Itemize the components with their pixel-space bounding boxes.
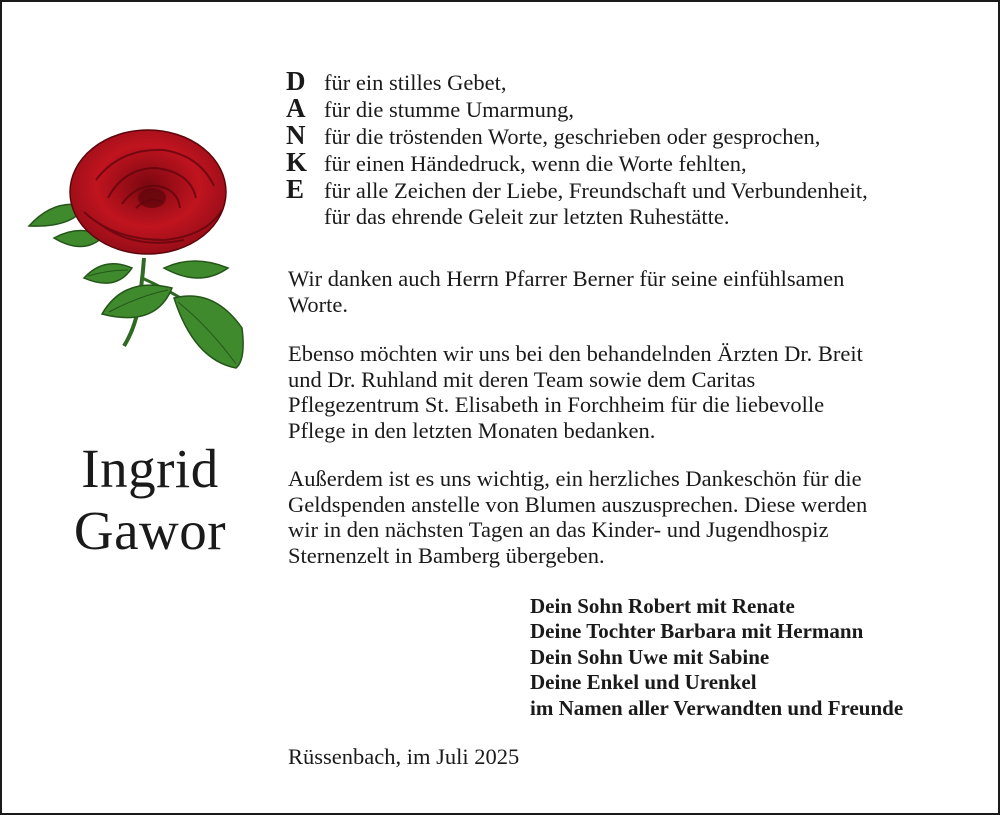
acrostic-letter: E xyxy=(286,174,305,204)
danke-row xyxy=(286,149,868,176)
rose-illustration xyxy=(24,128,246,370)
paragraph-line: Worte. xyxy=(288,291,349,317)
danke-row xyxy=(286,203,868,230)
paragraph-line: Geldspenden anstelle von Blumen auszusprechen. Diese werden xyxy=(288,491,868,517)
danke-row xyxy=(286,95,868,122)
danke-row xyxy=(286,68,868,95)
paragraph-line: Pflege in den letzten Monaten bedanken. xyxy=(288,417,656,443)
acrostic-line: für ein stilles Gebet, xyxy=(324,70,507,95)
danke-row xyxy=(286,122,868,149)
last-name: Gawor xyxy=(73,500,227,561)
acrostic-line: für die tröstenden Worte, geschrieben oder gesprochen, xyxy=(324,124,821,149)
danke-row xyxy=(286,176,868,203)
acrostic-letter: K xyxy=(286,147,308,177)
paragraph-line: Außerdem ist es uns wichtig, ein herzliches Dankeschön für die xyxy=(288,466,862,491)
thanks-pastor-paragraph xyxy=(288,266,978,317)
paragraph-line: Wir danken auch Herrn Pfarrer Berner für seine einfühlsamen xyxy=(288,266,845,291)
acrostic-line: für die stumme Umarmung, xyxy=(324,97,574,122)
thanks-doctors-paragraph xyxy=(288,341,978,443)
place-and-date: Rüssenbach, im Juli 2025 xyxy=(288,744,520,769)
paragraph-line: und Dr. Ruhland mit deren Team sowie dem Caritas xyxy=(288,366,756,392)
signature-line: Deine Tochter Barbara mit Hermann xyxy=(530,619,864,644)
signature-line: im Namen aller Verwandten und Freunde xyxy=(530,695,904,720)
paragraph-line: wir in den nächsten Tagen an das Kinder- und Jugendhospiz xyxy=(288,517,829,542)
donations-paragraph xyxy=(288,466,978,568)
signature-line: Dein Sohn Robert mit Renate xyxy=(530,594,795,618)
acrostic-line: für einen Händedruck, wenn die Worte fehlten, xyxy=(324,151,747,176)
paragraph-line: Sternenzelt in Bamberg übergeben. xyxy=(288,542,605,568)
paragraph-line: Ebenso möchten wir uns bei den behandelnden Ärzten Dr. Breit xyxy=(288,341,863,366)
acrostic-line: für das ehrende Geleit zur letzten Ruhestätte. xyxy=(324,204,730,229)
paragraph-line: Pflegezentrum St. Elisabeth in Forchheim für die liebevolle xyxy=(288,392,825,417)
acrostic-line: für alle Zeichen der Liebe, Freundschaft und Verbundenheit, xyxy=(324,178,868,203)
acrostic-letter: N xyxy=(286,120,306,150)
family-signatures xyxy=(530,594,903,721)
deceased-name xyxy=(32,438,268,562)
signature-line: Deine Enkel und Urenkel xyxy=(530,670,757,695)
first-name: Ingrid xyxy=(81,438,219,499)
acrostic-letter: D xyxy=(286,66,306,96)
signature-line: Dein Sohn Uwe mit Sabine xyxy=(530,644,770,669)
acrostic-letter: A xyxy=(286,93,306,123)
danke-acrostic xyxy=(286,68,868,230)
